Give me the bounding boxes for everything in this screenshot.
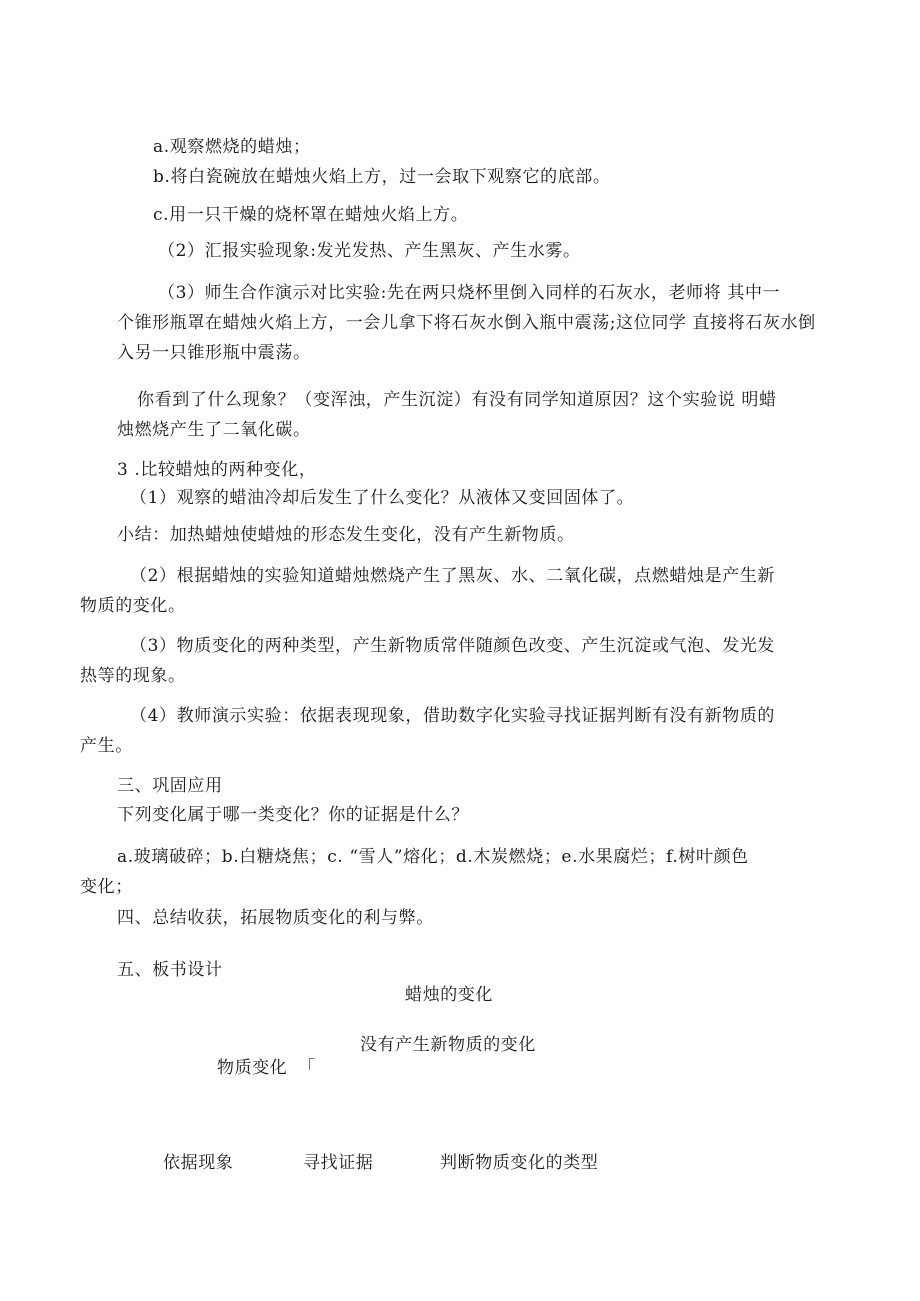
board-root-label: 物质变化 (217, 1058, 288, 1078)
report-results: （2）汇报实验现象:发光发热、产生黑灰、产生水雾。 (158, 241, 581, 261)
compare-2-line-2: 物质的变化。 (80, 596, 186, 616)
demo-line-2: 个锥形瓶罩在蜡烛火焰上方，一会儿拿下将石灰水倒入瓶中震荡;这位同学 直接将石灰水倒 (117, 313, 816, 333)
compare-4-line-1: （4）教师演示实验：依据表现现象，借助数字化实验寻找证据判断有没有新物质的 (130, 706, 776, 726)
section-5-heading: 五、板书设计 (117, 960, 223, 980)
board-bracket: 「 (298, 1058, 316, 1078)
step-c: c.用一只干燥的烧杯罩在蜡烛火焰上方。 (153, 205, 469, 225)
exercise-items-line-2: 变化； (80, 877, 133, 897)
board-bottom-evidence: 寻找证据 (303, 1153, 374, 1173)
compare-title: 3 .比较蜡烛的两种变化， (117, 460, 317, 480)
board-branch-no-new-substance: 没有产生新物质的变化 (360, 1035, 536, 1055)
compare-3-line-1: （3）物质变化的两种类型，产生新物质常伴随颜色改变、产生沉淀或气泡、发光发 (130, 636, 776, 656)
compare-4-line-2: 产生。 (80, 736, 133, 756)
compare-2-line-1: （2）根据蜡烛的实验知道蜡烛燃烧产生了黑灰、水、二氧化碳，点燃蜡烛是产生新 (130, 566, 776, 586)
exercise-items-line-1: a.玻璃破碎；b.白糖烧焦；c. “雪人”熔化；d.木炭燃烧；e.水果腐烂；f.树叶颜色 (117, 847, 749, 867)
section-4-heading: 四、总结收获，拓展物质变化的利与弊。 (117, 908, 434, 928)
section-3-heading: 三、巩固应用 (117, 776, 223, 796)
demo-line-1: （3）师生合作演示对比实验:先在两只烧杯里倒入同样的石灰水，老师将 其中一 (158, 283, 781, 303)
summary: 小结：加热蜡烛使蜡烛的形态发生变化，没有产生新物质。 (117, 525, 575, 545)
step-a: a.观察燃烧的蜡烛； (153, 137, 311, 157)
board-bottom-phenomenon: 依据现象 (163, 1153, 234, 1173)
question-line-2: 烛燃烧产生了二氧化碳。 (117, 420, 311, 440)
question-line-1: 你看到了什么现象？（变浑浊，产生沉淀）有没有同学知道原因？这个实验说 明蜡 (137, 390, 777, 410)
board-title: 蜡烛的变化 (405, 985, 493, 1005)
demo-line-3: 入另一只锥形瓶中震荡。 (117, 343, 311, 363)
exercise-question: 下列变化属于哪一类变化？你的证据是什么？ (117, 805, 469, 825)
board-bottom-type: 判断物质变化的类型 (440, 1153, 599, 1173)
step-b: b.将白瓷碗放在蜡烛火焰上方，过一会取下观察它的底部。 (153, 167, 611, 187)
compare-3-line-2: 热等的现象。 (80, 666, 186, 686)
compare-1: （1）观察的蜡油冷却后发生了什么变化？从液体又变回固体了。 (130, 488, 635, 508)
